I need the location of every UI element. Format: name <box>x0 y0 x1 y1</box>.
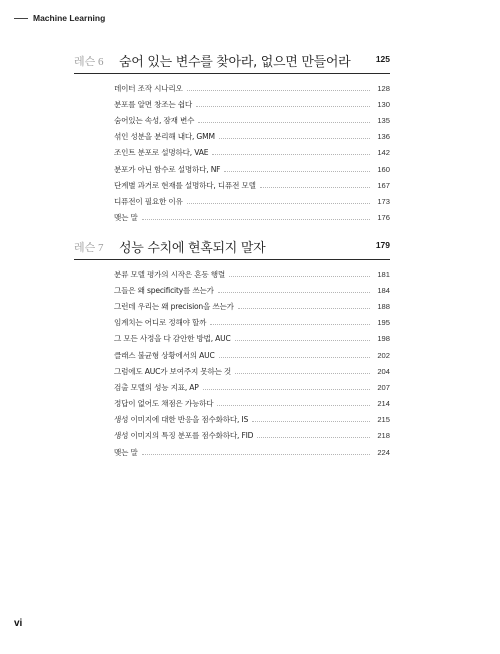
lesson-section-6 <box>74 51 390 226</box>
dot-leader <box>219 138 370 139</box>
entry-page-number: 202 <box>377 350 390 360</box>
entry-page-number: 188 <box>377 301 390 311</box>
lesson-label: 레슨 7 <box>74 242 104 254</box>
toc-entry[interactable] <box>114 161 390 177</box>
dot-leader <box>219 357 370 358</box>
dot-leader <box>224 171 370 172</box>
entry-title: 숨어있는 속성, 잠재 변수 <box>114 115 195 125</box>
entry-page-number: 136 <box>377 132 390 142</box>
toc-entry[interactable] <box>114 331 390 347</box>
entry-title: 분포를 알면 창조는 쉽다 <box>114 99 192 109</box>
toc-entry[interactable] <box>114 80 390 96</box>
page-folio: vi <box>14 618 23 629</box>
toc-entry[interactable] <box>114 266 390 282</box>
entry-title: 맺는 말 <box>114 213 138 223</box>
entry-page-number: 135 <box>377 115 390 125</box>
lesson-header <box>74 237 390 260</box>
running-head <box>14 13 105 23</box>
dot-leader <box>218 292 370 293</box>
dot-leader <box>142 219 370 220</box>
lesson-title: 성능 수치에 현혹되지 말자 <box>119 241 266 256</box>
dot-leader <box>260 187 370 188</box>
lesson-section-7 <box>74 237 390 460</box>
entry-title: 생성 이미지에 대한 반응을 점수화하다, IS <box>114 415 249 425</box>
entry-page-number: 224 <box>377 447 390 457</box>
entry-page-number: 173 <box>377 196 390 206</box>
entry-page-number: 218 <box>377 431 390 441</box>
entry-page-number: 207 <box>377 382 390 392</box>
entry-page-number: 176 <box>377 213 390 223</box>
running-head-rule <box>14 18 28 19</box>
toc-entry[interactable] <box>114 193 390 209</box>
entry-page-number: 184 <box>377 285 390 295</box>
entry-page-number: 130 <box>377 99 390 109</box>
entry-title: 조인트 분포로 설명하다, VAE <box>114 148 209 158</box>
running-head-title: Machine Learning <box>33 13 106 23</box>
dot-leader <box>187 90 370 91</box>
entry-title: 임계치는 어디로 정해야 할까 <box>114 318 207 328</box>
toc-entry[interactable] <box>114 96 390 112</box>
toc-entry[interactable] <box>114 379 390 395</box>
dot-leader <box>217 405 370 406</box>
toc-entry[interactable] <box>114 363 390 379</box>
entry-title: 그런데 우리는 왜 precision을 쓰는가 <box>114 301 234 311</box>
dot-leader <box>235 340 370 341</box>
toc-entry[interactable] <box>114 282 390 298</box>
entry-title: 분포가 아닌 함수로 설명하다, NF <box>114 164 221 174</box>
entry-page-number: 214 <box>377 399 390 409</box>
dot-leader <box>203 389 370 390</box>
lesson-page-number: 179 <box>375 240 390 250</box>
dot-leader <box>229 276 370 277</box>
entry-title: 데이터 조작 시나리오 <box>114 83 183 93</box>
dot-leader <box>212 154 370 155</box>
toc-entry[interactable] <box>114 347 390 363</box>
entry-title: 그럼에도 AUC가 보여주지 못하는 것 <box>114 366 232 376</box>
entry-title: 디퓨전이 필요한 이유 <box>114 196 183 206</box>
toc-entry[interactable] <box>114 444 390 460</box>
entry-title: 단계별 과거로 현재를 설명하다, 디퓨전 모델 <box>114 180 256 190</box>
lesson-label: 레슨 6 <box>74 56 104 68</box>
entry-title: 생성 이미지의 특징 분포를 점수화하다, FID <box>114 431 254 441</box>
lesson-page-number: 125 <box>375 54 390 64</box>
lesson-title: 숨어 있는 변수를 찾아라, 없으면 만들어라 <box>119 55 351 70</box>
toc-entry[interactable] <box>114 396 390 412</box>
dot-leader <box>198 122 370 123</box>
entry-title: 섞인 성분을 분리해 내다, GMM <box>114 132 215 142</box>
entry-page-number: 167 <box>377 180 390 190</box>
dot-leader <box>142 454 370 455</box>
toc-entry[interactable] <box>114 412 390 428</box>
entry-page-number: 198 <box>377 334 390 344</box>
entry-title: 분류 모델 평가의 시작은 혼동 행렬 <box>114 269 225 279</box>
dot-leader <box>252 421 370 422</box>
toc-entry[interactable] <box>114 428 390 444</box>
lesson-entries <box>74 266 390 460</box>
dot-leader <box>235 373 370 374</box>
dot-leader <box>238 308 370 309</box>
lesson-header <box>74 51 390 74</box>
toc-entry[interactable] <box>114 210 390 226</box>
entry-title: 클래스 불균형 상황에서의 AUC <box>114 350 215 360</box>
entry-page-number: 142 <box>377 148 390 158</box>
dot-leader <box>196 106 370 107</box>
toc-entry[interactable] <box>114 145 390 161</box>
entry-title: 그 모든 사정을 다 감안한 방법, AUC <box>114 334 231 344</box>
entry-title: 검출 모델의 성능 지표, AP <box>114 382 199 392</box>
entry-page-number: 181 <box>377 269 390 279</box>
dot-leader <box>210 324 370 325</box>
toc-entry[interactable] <box>114 177 390 193</box>
entry-title: 그들은 왜 specificity를 쓰는가 <box>114 285 214 295</box>
entry-title: 정답이 없어도 채점은 가능하다 <box>114 399 214 409</box>
toc-entry[interactable] <box>114 315 390 331</box>
toc-entry[interactable] <box>114 129 390 145</box>
entry-title: 맺는 말 <box>114 447 138 457</box>
entry-page-number: 215 <box>377 415 390 425</box>
toc-entry[interactable] <box>114 112 390 128</box>
toc-entry[interactable] <box>114 298 390 314</box>
entry-page-number: 195 <box>377 318 390 328</box>
entry-page-number: 160 <box>377 164 390 174</box>
entry-page-number: 204 <box>377 366 390 376</box>
entry-page-number: 128 <box>377 83 390 93</box>
dot-leader <box>257 437 370 438</box>
dot-leader <box>187 203 370 204</box>
lesson-entries <box>74 80 390 226</box>
